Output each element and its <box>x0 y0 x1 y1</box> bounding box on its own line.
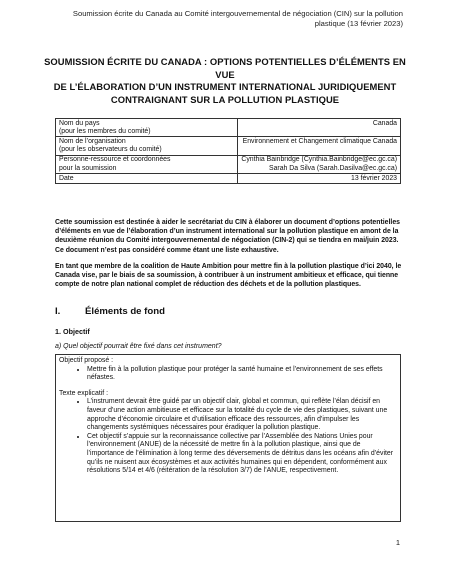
response-box <box>55 354 401 522</box>
row-value: 13 février 2023 <box>351 174 397 182</box>
table-row <box>56 119 401 137</box>
document-title-line-1: SOUMISSION ÉCRITE DU CANADA : OPTIONS POTENTIELLES D’ÉLÉMENTS EN VUE <box>44 56 406 80</box>
table-row <box>56 137 401 155</box>
row-value: Environnement et Changement climatique Canada <box>242 137 397 145</box>
list-item: • L’instrument devrait être guidé par un objectif clair, global et commun, qui reflète l’élan décisif en faveur d’une action ambitieuse et efficace sur la totalité du cycle de vie des plastiques, suivant une approche d’économie circulaire et d’utilisation efficace des ressources, afin d’impulser les changements systémiques nécessaires pour éradiquer la pollution plastique. <box>87 398 397 432</box>
running-header-line-1: Soumission écrite du Canada au Comité intergouvernemental de négociation (CIN) sur la pollution <box>72 9 403 18</box>
row-key: Personne-ressource et coordonnées <box>59 156 171 164</box>
contact-line-2: Sarah Da Silva (Sarah.Dasilva@ec.gc.ca) <box>268 164 397 172</box>
explanatory-text-list <box>59 398 397 475</box>
table-row <box>56 174 401 184</box>
table-row <box>56 155 401 173</box>
row-key: Nom de l’organisation <box>59 137 126 145</box>
page-number: 1 <box>395 538 400 547</box>
section-number: I. <box>55 306 61 317</box>
row-key: Date <box>59 174 74 182</box>
explanatory-text-label: Texte explicatif : <box>59 389 109 397</box>
table-value-cell <box>238 155 401 173</box>
row-key-note: (pour les membres du comité) <box>59 127 151 135</box>
table-value-cell <box>238 174 401 184</box>
row-key-note: (pour les observateurs du comité) <box>59 146 162 154</box>
running-header <box>60 9 403 29</box>
section-heading <box>55 306 165 317</box>
proposed-objective-label: Objectif proposé : <box>59 357 114 364</box>
document-title-line-3: CONTRAIGNANT SUR LA POLLUTION PLASTIQUE <box>110 93 340 105</box>
intro-paragraph-1: Cette soumission est destinée à aider le secrétariat du CIN à élaborer un document d’options potentielles d’éléments en vue de l’élaboration d’un instrument international sur la pollution plastique en amont de la deuxième réunion du Comité intergouvernemental de négociation (CIN-2) qui se tiendra en mai/juin 2023. Ce document n’est pas considéré comme étant une liste exhaustive. <box>55 218 400 254</box>
table-value-cell <box>238 119 401 137</box>
list-item: • Cet objectif s’appuie sur la reconnaissance collective par l’Assemblée des Nations Unies pour l’environnement (ANUE) de la nécessité de mettre fin à la pollution plastique, ainsi que de l’importance de l’élimination à long terme des déversements de détritus dans les océans afin d’éviter qu’ils ne nuisent aux écosystèmes et aux activités humaines qui en dépendent, conformément aux résolutions 5/14 et 4/6 (réitération de la résolution 3/7) de l’ANUE, respectivement. <box>87 433 397 476</box>
subsection-heading: 1. Objectif <box>55 327 90 336</box>
intro-paragraph-2: En tant que membre de la coalition de Haute Ambition pour mettre fin à la pollution plastique d’ici 2040, le Canada vise, par le biais de sa soumission, à contribuer à un instrument ambitieux et efficace, qui tienne compte de notre plan national complet de réduction des déchets et de la pollution plastiques. <box>55 262 402 289</box>
contact-line-1: Cynthia Bainbridge (Cynthia.Bainbridge@ec.gc.ca) <box>241 156 397 164</box>
submission-info-table <box>55 118 401 184</box>
table-value-cell <box>238 137 401 155</box>
table-key-cell <box>56 155 238 173</box>
table-key-cell <box>56 137 238 155</box>
document-title <box>40 56 410 106</box>
section-title: Éléments de fond <box>85 306 165 317</box>
list-item: • Mettre fin à la pollution plastique pour protéger la santé humaine et l’environnement de ses effets néfastes. <box>87 366 397 383</box>
row-key-note: pour la soumission <box>59 164 117 172</box>
document-title-line-2: DE L’ÉLABORATION D’UN INSTRUMENT INTERNATIONAL JURIDIQUEMENT <box>53 81 397 93</box>
proposed-objective-list <box>59 366 397 383</box>
table-key-cell <box>56 174 238 184</box>
row-key: Nom du pays <box>59 119 100 127</box>
running-header-line-2: plastique (13 février 2023) <box>314 19 403 28</box>
table-key-cell <box>56 119 238 137</box>
question-text: a) Quel objectif pourrait être fixé dans cet instrument? <box>55 343 222 350</box>
row-value: Canada <box>372 119 397 127</box>
